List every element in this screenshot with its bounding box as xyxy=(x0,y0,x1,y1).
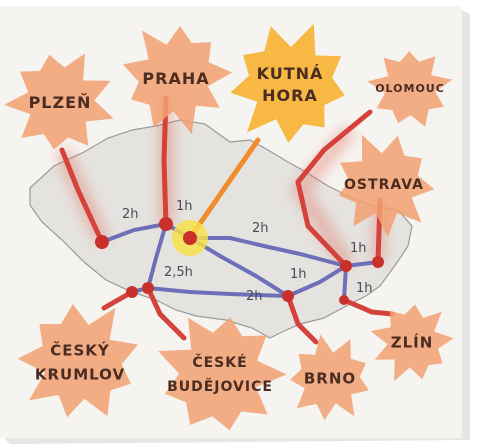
node-plzen xyxy=(95,235,109,249)
city-label-brno: BRNO xyxy=(303,369,357,388)
duration-praha-kutna: 1h xyxy=(176,199,193,214)
node-zlin xyxy=(339,295,349,305)
node-krumlov xyxy=(126,286,138,298)
city-label-ceske-budejovice-line-1: ČESKÉ xyxy=(192,355,248,372)
city-label-cesky-krumlov-line-2: KRUMLOV xyxy=(34,365,126,384)
city-label-olomouc: OLOMOUC xyxy=(375,81,445,95)
node-budejovice xyxy=(142,282,154,294)
city-label-praha: PRAHA xyxy=(142,68,210,88)
duration-praha-budejovice: 2,5h xyxy=(164,265,193,280)
duration-brno-olomouc: 1h xyxy=(290,267,307,282)
duration-plzen-praha: 2h xyxy=(122,207,139,222)
duration-olomouc-ostrava: 1h xyxy=(350,241,367,256)
city-label-ceske-budejovice-line-2: BUDĚJOVICE xyxy=(167,379,273,396)
node-ostrava xyxy=(372,256,384,268)
city-label-zlin: ZLÍN xyxy=(390,333,434,352)
city-label-kutna-hora-line-1: KUTNÁ xyxy=(256,63,324,83)
duration-olomouc-zlin: 1h xyxy=(356,281,373,296)
city-label-cesky-krumlov-line-1: ČESKÝ xyxy=(50,341,110,360)
city-label-kutna-hora-line-2: HORA xyxy=(262,85,318,105)
node-brno xyxy=(282,290,294,302)
node-kutna-hora xyxy=(183,231,197,245)
city-label-ostrava: OSTRAVA xyxy=(344,177,424,194)
node-olomouc xyxy=(340,260,352,272)
node-praha xyxy=(159,217,173,231)
duration-kutna-olomouc: 2h xyxy=(252,221,269,236)
city-label-plzen: PLZEŇ xyxy=(28,92,92,112)
duration-budejovice-brno: 2h xyxy=(246,289,263,304)
